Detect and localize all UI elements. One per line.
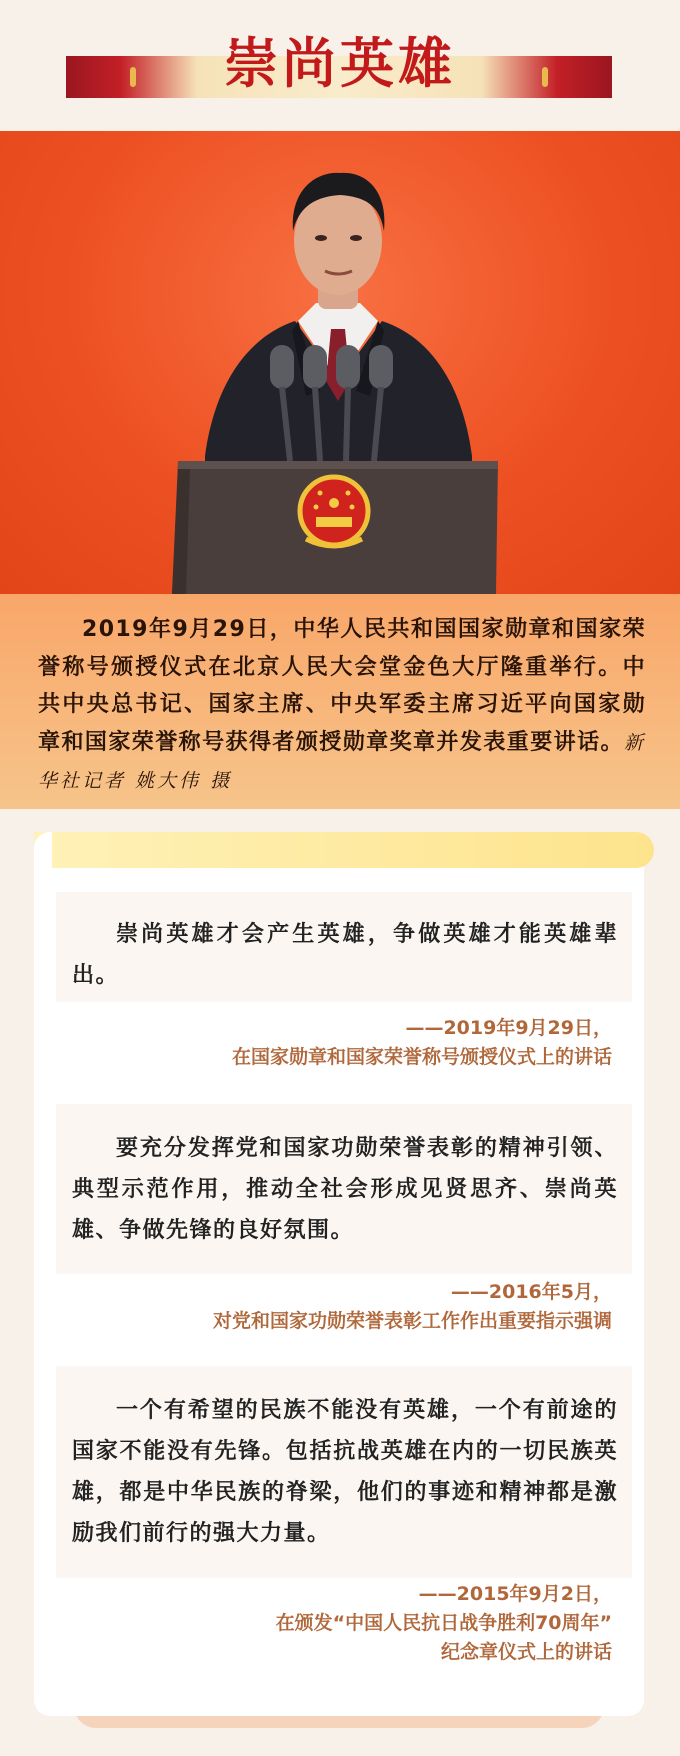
- quote-block-1: [56, 892, 632, 1002]
- quote-date: ——2019年9月29日，: [405, 1017, 612, 1039]
- quote-block-2: [56, 1104, 632, 1274]
- card-header-tab: [34, 832, 654, 868]
- quote-text: 一个有希望的民族不能没有英雄，一个有前途的国家不能没有先锋。包括抗战英雄在内的一切民族英雄，都是中华民族的脊梁，他们的事迹和精神都是激励我们前行的强大力量。: [72, 1398, 618, 1546]
- quote-source-1: [92, 1014, 612, 1072]
- page-title: 崇尚英雄: [224, 31, 456, 95]
- caption-text: [38, 611, 646, 801]
- quote-occasion: 在颁发“中国人民抗日战争胜利70周年”: [275, 1612, 612, 1634]
- quote-occasion-cont: 纪念章仪式上的讲话: [440, 1641, 612, 1663]
- quote-occasion: 在国家勋章和国家荣誉称号颁授仪式上的讲话: [231, 1046, 612, 1068]
- quote-occasion: 对党和国家功勋荣誉表彰工作作出重要指示强调: [212, 1310, 612, 1332]
- quote-date: ——2015年9月2日，: [418, 1583, 612, 1605]
- quote-text: 崇尚英雄才会产生英雄，争做英雄才能英雄辈出。: [72, 922, 618, 988]
- photo-caption: [0, 594, 680, 809]
- quote-text: 要充分发挥党和国家功勋荣誉表彰的精神引领、典型示范作用，推动全社会形成见贤思齐、崇尚英雄、争做先锋的良好氛围。: [72, 1136, 618, 1243]
- quote-source-3: [92, 1580, 612, 1667]
- photo-credit: 新华社记者 姚大伟 摄: [38, 731, 646, 792]
- quote-block-3: [56, 1366, 632, 1578]
- quote-date: ——2016年5月，: [450, 1281, 612, 1303]
- card-tab-notch: [34, 832, 52, 868]
- caption-body: 2019年9月29日，中华人民共和国国家勋章和国家荣誉称号颁授仪式在北京人民大会堂金色大厅隆重举行。中共中央总书记、国家主席、中央军委主席习近平向国家勋章和国家荣誉称号获得者颁授勋章奖章并发表重要讲话。: [38, 617, 646, 755]
- news-photo: [0, 131, 680, 594]
- quote-source-2: [92, 1278, 612, 1336]
